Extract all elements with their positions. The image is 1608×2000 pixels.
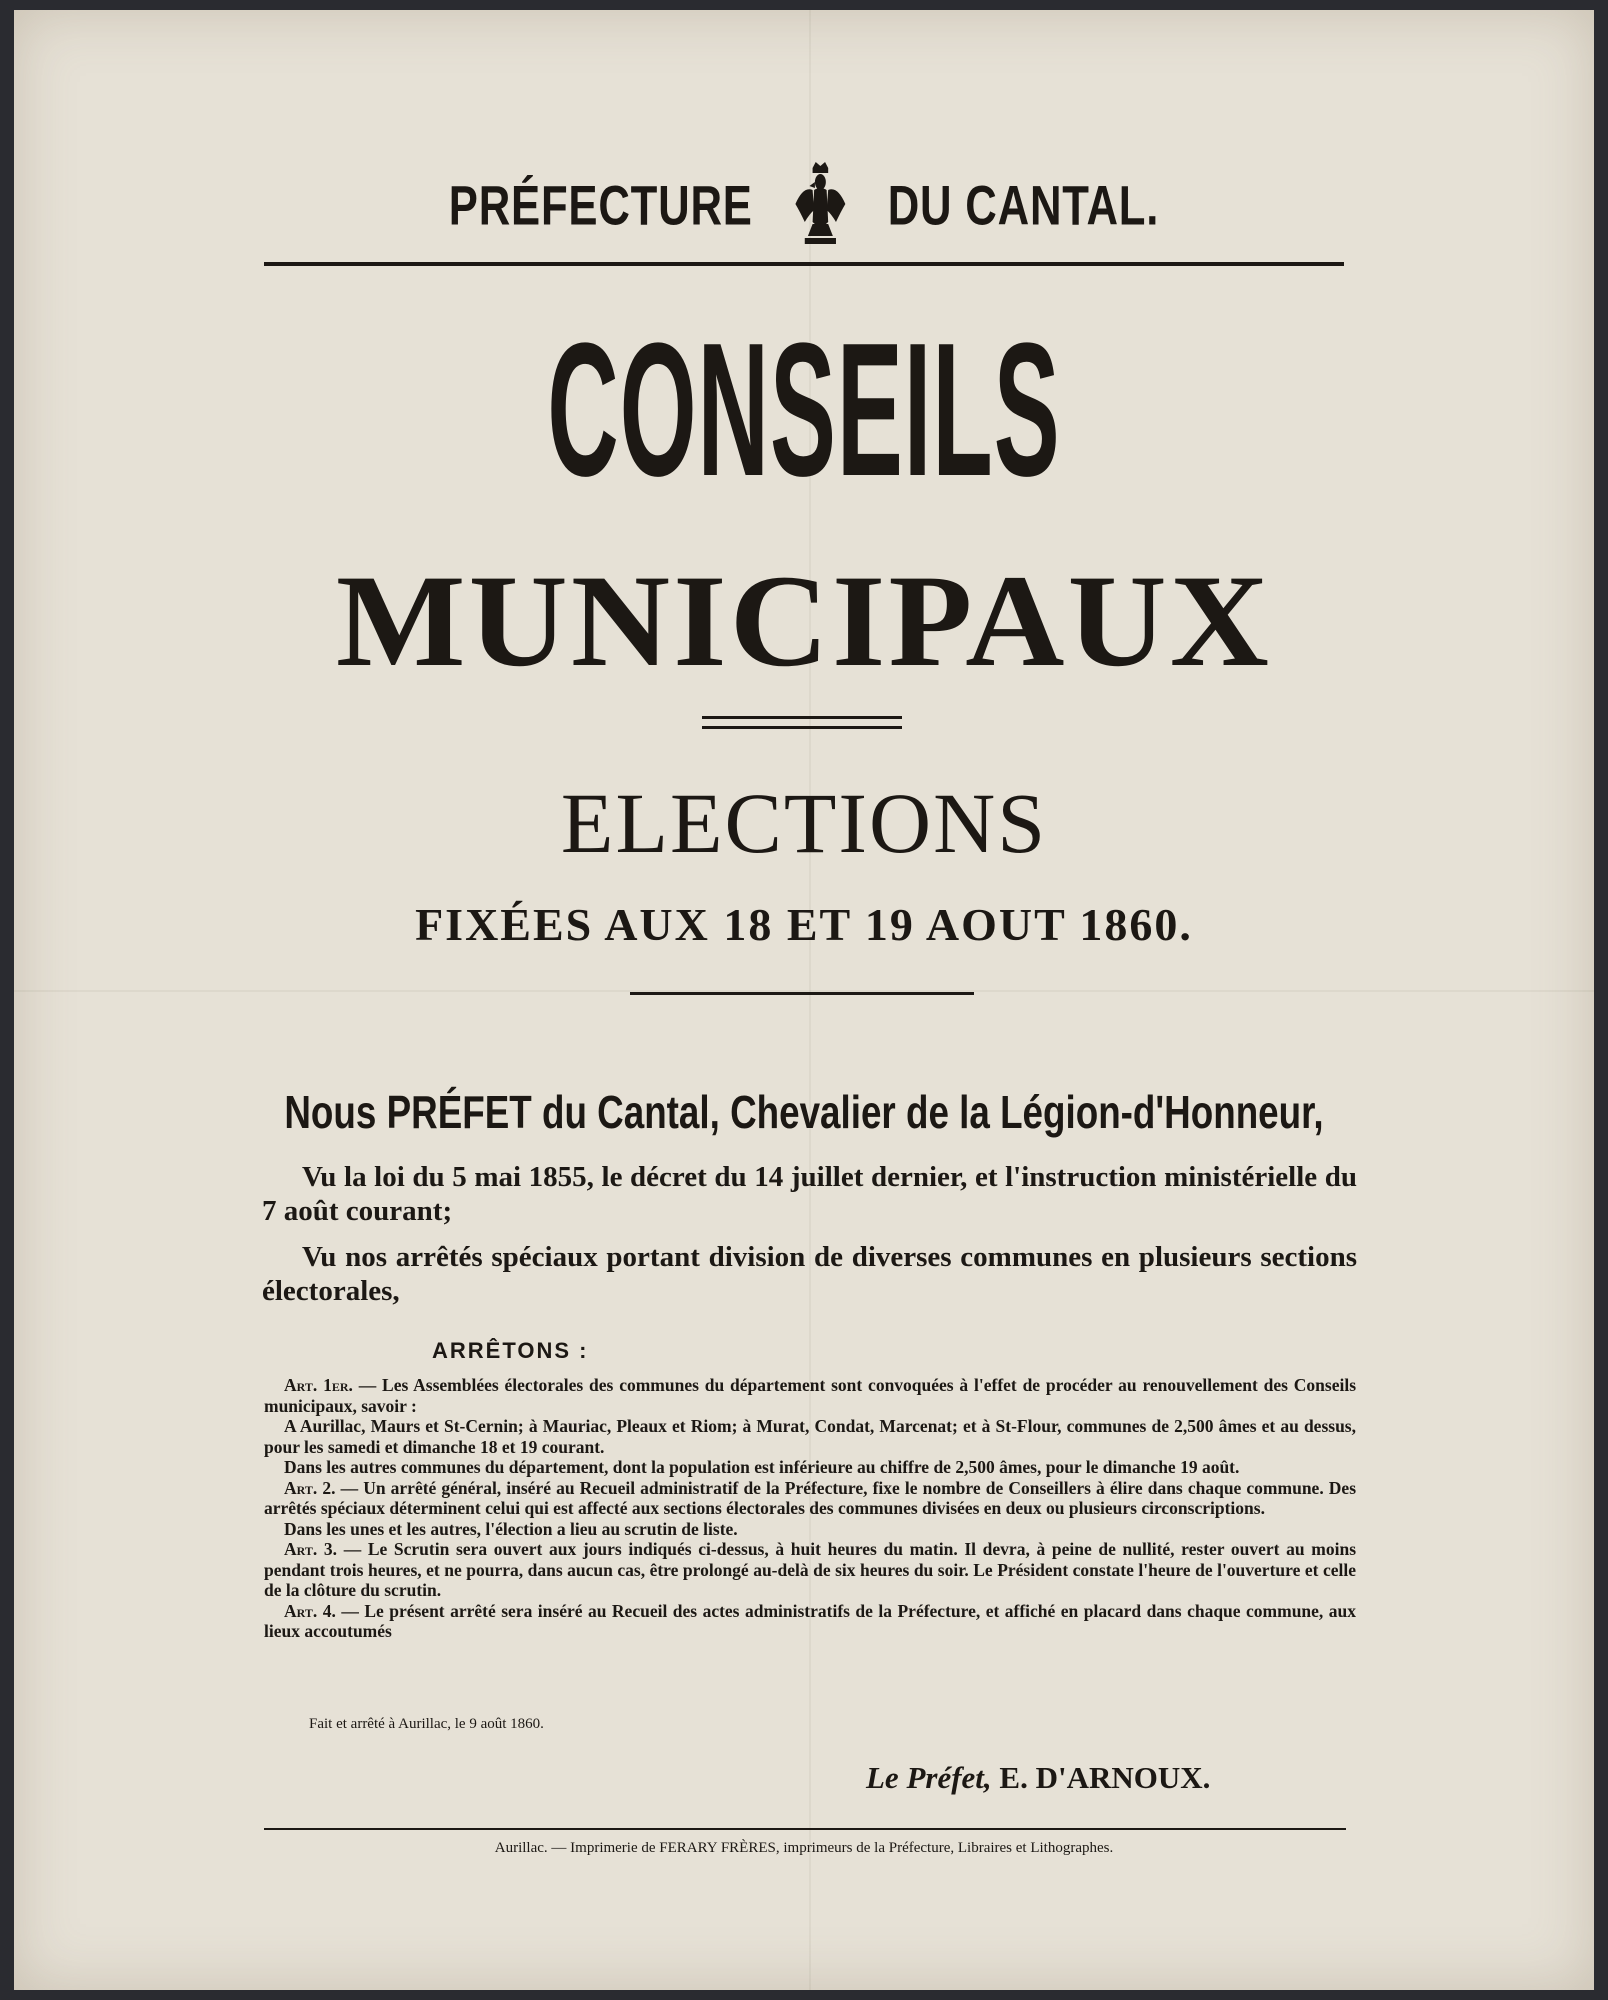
signature-name: E. D'ARNOUX. bbox=[999, 1760, 1211, 1795]
arretons-heading: ARRÊTONS : bbox=[432, 1338, 589, 1363]
imprimerie-line: Aurillac. — Imprimerie de FERARY FRÈRES, imprimeurs de la Préfecture, Libraires et Lithographes. bbox=[494, 1840, 1114, 1856]
article-text: — Les Assemblées électorales des communes du département sont convoquées à l'effet de procéder au renouvellement des Conseils municipaux, savoir : bbox=[264, 1375, 1357, 1416]
title-municipaux: MUNICIPAUX bbox=[335, 547, 1273, 694]
article-paragraph bbox=[264, 1601, 1356, 1642]
title-conseils: CONSEILS bbox=[547, 304, 1061, 516]
header-rule bbox=[264, 262, 1344, 266]
article-text: — Le présent arrêté sera inséré au Recueil des actes administratifs de la Préfecture, et affiché en placard dans chaque commune, aux lieux accoutumés bbox=[264, 1600, 1357, 1641]
article-label: Art. 2. bbox=[284, 1477, 336, 1498]
footer-rule bbox=[264, 1828, 1346, 1830]
elections-heading: ELECTIONS bbox=[560, 775, 1048, 871]
article-paragraph bbox=[264, 1457, 1356, 1478]
prefet-line: Nous PRÉFET du Cantal, Chevalier de la Légion-d'Honneur, bbox=[284, 1086, 1324, 1138]
article-label: Art. 3. bbox=[284, 1539, 338, 1559]
article-label: Art. 1er. bbox=[284, 1375, 353, 1395]
imperial-eagle-icon bbox=[789, 160, 851, 250]
fait-date: Fait et arrêté à Aurillac, le 9 août 1860. bbox=[309, 1716, 544, 1732]
prefecture-header bbox=[188, 160, 1420, 250]
header-right: DU CANTAL. bbox=[887, 173, 1160, 237]
article-text: Dans les unes et les autres, l'élection a lieu au scrutin de liste. bbox=[284, 1518, 738, 1539]
signature bbox=[866, 1760, 1210, 1796]
article-text: Dans les autres communes du département, dont la population est inférieure au chiffre de 2,500 âmes, pour le dimanche 19 août. bbox=[284, 1457, 1240, 1477]
header-left: PRÉFECTURE bbox=[448, 173, 753, 237]
article-text: — Le Scrutin sera ouvert aux jours indiqués ci-dessus, à huit heures du matin. Il devra, à peine de nullité, rester ouvert au moins pendant trois heures, et ne pourra, dans aucun cas, être prolongé au-delà de six heures du soir. Le Président constate l'heure de l'ouverture et celle de la clôture du scrutin. bbox=[264, 1539, 1356, 1600]
vu-loi: Vu la loi du 5 mai 1855, le décret du 14 juillet dernier, et l'instruction ministérielle du 7 août courant; bbox=[262, 1161, 1357, 1227]
article-paragraph bbox=[264, 1539, 1356, 1601]
poster bbox=[14, 10, 1594, 1990]
vu-arretes: Vu nos arrêtés spéciaux portant division de diverses communes en plusieurs sections électorales, bbox=[262, 1241, 1357, 1307]
dates-rule bbox=[630, 992, 974, 995]
article-label: Art. 4. bbox=[284, 1600, 336, 1621]
title-rule-top bbox=[702, 716, 902, 719]
signature-title: Le Préfet, bbox=[866, 1760, 992, 1795]
article-paragraph bbox=[264, 1478, 1356, 1519]
elections-dates: FIXÉES AUX 18 ET 19 AOUT 1860. bbox=[415, 899, 1193, 950]
article-paragraph bbox=[264, 1416, 1356, 1457]
article-paragraph bbox=[264, 1519, 1356, 1540]
title-rule-bottom bbox=[702, 726, 902, 729]
article-text: A Aurillac, Maurs et St-Cernin; à Mauriac, Pleaux et Riom; à Murat, Condat, Marcenat; et à St-Flour, communes de 2,500 âmes et au dessus, pour les samedi et dimanche 18 et 19 courant. bbox=[264, 1416, 1356, 1457]
articles-block bbox=[264, 1375, 1356, 1642]
article-paragraph bbox=[264, 1375, 1356, 1416]
article-text: — Un arrêté général, inséré au Recueil administratif de la Préfecture, fixe le nombre de Conseillers à élire dans chaque commune. Des arrêtés spéciaux déterminent celui qui est affecté aux sections électorales des communes divisées en deux ou plusieurs circonscriptions. bbox=[264, 1477, 1357, 1518]
